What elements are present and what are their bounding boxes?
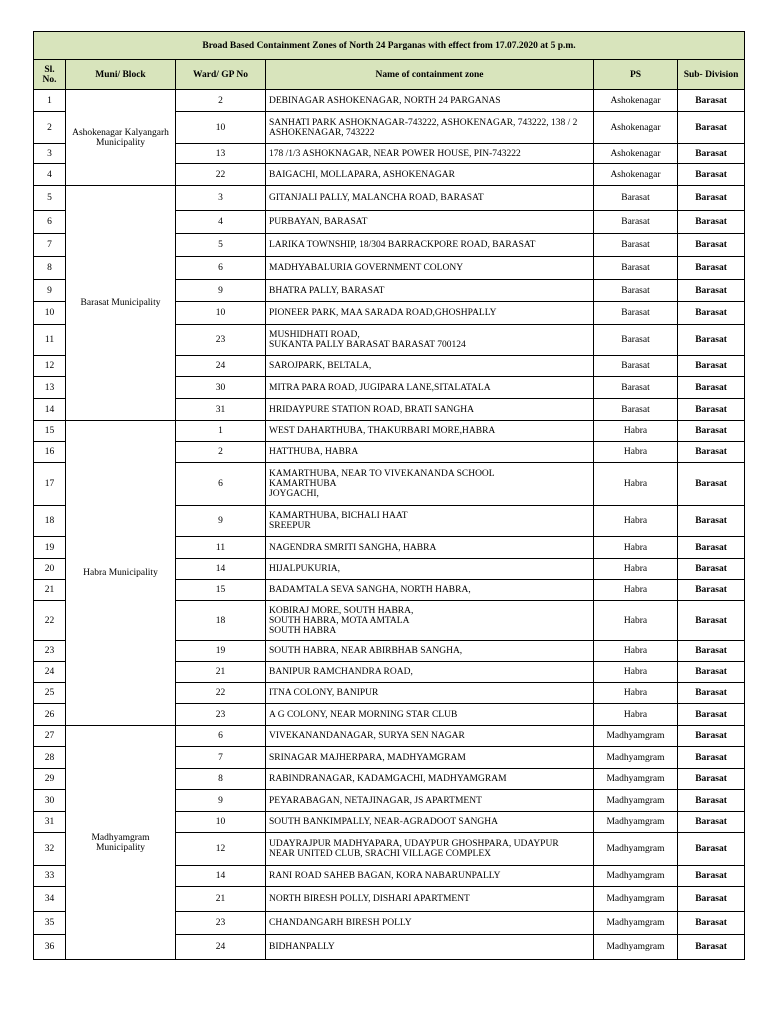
cell-ps: Barasat (594, 234, 678, 257)
cell-ward-gp-no: 22 (176, 164, 266, 186)
cell-ward-gp-no: 1 (176, 421, 266, 442)
cell-ward-gp-no: 10 (176, 112, 266, 144)
cell-ps: Ashokenagar (594, 164, 678, 186)
cell-sub-division: Barasat (678, 186, 745, 211)
cell-ward-gp-no: 2 (176, 90, 266, 112)
cell-ps: Madhyamgram (594, 866, 678, 887)
cell-sub-division: Barasat (678, 769, 745, 790)
cell-ward-gp-no: 3 (176, 186, 266, 211)
cell-sl-no: 14 (34, 399, 66, 421)
cell-ward-gp-no: 6 (176, 257, 266, 280)
cell-containment-zone: BANIPUR RAMCHANDRA ROAD, (266, 662, 594, 683)
table-body (34, 90, 745, 960)
cell-containment-zone: NAGENDRA SMRITI SANGHA, HABRA (266, 537, 594, 559)
cell-ps: Habra (594, 442, 678, 463)
cell-sl-no: 12 (34, 356, 66, 377)
cell-containment-zone: HATTHUBA, HABRA (266, 442, 594, 463)
cell-containment-zone: MITRA PARA ROAD, JUGIPARA LANE,SITALATALA (266, 377, 594, 399)
cell-containment-zone: SAROJPARK, BELTALA, (266, 356, 594, 377)
cell-ward-gp-no: 23 (176, 325, 266, 356)
cell-sl-no: 21 (34, 580, 66, 601)
cell-muni-block: Barasat Municipality (66, 186, 176, 421)
cell-ps: Ashokenagar (594, 112, 678, 144)
cell-sl-no: 7 (34, 234, 66, 257)
cell-containment-zone: WEST DAHARTHUBA, THAKURBARI MORE,HABRA (266, 421, 594, 442)
cell-sub-division: Barasat (678, 704, 745, 726)
cell-containment-zone: SRINAGAR MAJHERPARA, MADHYAMGRAM (266, 747, 594, 769)
cell-ward-gp-no: 23 (176, 912, 266, 935)
cell-sl-no: 19 (34, 537, 66, 559)
cell-sub-division: Barasat (678, 812, 745, 833)
cell-sl-no: 9 (34, 280, 66, 302)
cell-containment-zone: DEBINAGAR ASHOKENAGAR, NORTH 24 PARGANAS (266, 90, 594, 112)
cell-containment-zone: GITANJALI PALLY, MALANCHA ROAD, BARASAT (266, 186, 594, 211)
cell-ward-gp-no: 13 (176, 144, 266, 164)
cell-ps: Barasat (594, 377, 678, 399)
cell-ps: Habra (594, 662, 678, 683)
cell-ward-gp-no: 11 (176, 537, 266, 559)
table-header-row (34, 60, 745, 90)
cell-sl-no: 26 (34, 704, 66, 726)
cell-ward-gp-no: 12 (176, 833, 266, 866)
cell-containment-zone: KOBIRAJ MORE, SOUTH HABRA, SOUTH HABRA, MOTA AMTALA SOUTH HABRA (266, 601, 594, 641)
cell-ps: Madhyamgram (594, 769, 678, 790)
cell-sl-no: 15 (34, 421, 66, 442)
cell-containment-zone: KAMARTHUBA, NEAR TO VIVEKANANDA SCHOOL KAMARTHUBA JOYGACHI, (266, 463, 594, 506)
cell-sub-division: Barasat (678, 580, 745, 601)
cell-ps: Habra (594, 506, 678, 537)
cell-sl-no: 8 (34, 257, 66, 280)
cell-containment-zone: PURBAYAN, BARASAT (266, 211, 594, 234)
cell-ward-gp-no: 14 (176, 559, 266, 580)
cell-sub-division: Barasat (678, 234, 745, 257)
cell-containment-zone: BHATRA PALLY, BARASAT (266, 280, 594, 302)
cell-sl-no: 25 (34, 683, 66, 704)
cell-ward-gp-no: 24 (176, 356, 266, 377)
cell-ward-gp-no: 23 (176, 704, 266, 726)
cell-sub-division: Barasat (678, 399, 745, 421)
cell-containment-zone: RANI ROAD SAHEB BAGAN, KORA NABARUNPALLY (266, 866, 594, 887)
cell-containment-zone: 178 /1/3 ASHOKNAGAR, NEAR POWER HOUSE, PIN-743222 (266, 144, 594, 164)
cell-sub-division: Barasat (678, 302, 745, 325)
cell-sub-division: Barasat (678, 683, 745, 704)
cell-sub-division: Barasat (678, 112, 745, 144)
header-ps: PS (594, 60, 678, 90)
cell-containment-zone: NORTH BIRESH POLLY, DISHARI APARTMENT (266, 887, 594, 912)
cell-containment-zone: PEYARABAGAN, NETAJINAGAR, JS APARTMENT (266, 790, 594, 812)
cell-sl-no: 24 (34, 662, 66, 683)
cell-containment-zone: BAIGACHI, MOLLAPARA, ASHOKENAGAR (266, 164, 594, 186)
cell-ps: Ashokenagar (594, 90, 678, 112)
cell-ward-gp-no: 21 (176, 887, 266, 912)
table-row (34, 421, 745, 442)
header-muni-block: Muni/ Block (66, 60, 176, 90)
cell-ps: Madhyamgram (594, 912, 678, 935)
cell-sub-division: Barasat (678, 280, 745, 302)
cell-sl-no: 1 (34, 90, 66, 112)
cell-containment-zone: CHANDANGARH BIRESH POLLY (266, 912, 594, 935)
cell-ward-gp-no: 19 (176, 641, 266, 662)
cell-sl-no: 11 (34, 325, 66, 356)
cell-ward-gp-no: 4 (176, 211, 266, 234)
cell-sub-division: Barasat (678, 641, 745, 662)
cell-ps: Habra (594, 601, 678, 641)
cell-sub-division: Barasat (678, 935, 745, 960)
cell-ps: Habra (594, 537, 678, 559)
cell-sl-no: 17 (34, 463, 66, 506)
cell-ward-gp-no: 10 (176, 302, 266, 325)
cell-muni-block: Madhyamgram Municipality (66, 726, 176, 960)
cell-sl-no: 31 (34, 812, 66, 833)
cell-ps: Habra (594, 683, 678, 704)
cell-sl-no: 6 (34, 211, 66, 234)
cell-ps: Barasat (594, 356, 678, 377)
cell-ps: Habra (594, 704, 678, 726)
cell-ps: Habra (594, 580, 678, 601)
cell-sl-no: 22 (34, 601, 66, 641)
cell-containment-zone: HRIDAYPURE STATION ROAD, BRATI SANGHA (266, 399, 594, 421)
cell-sl-no: 30 (34, 790, 66, 812)
cell-sub-division: Barasat (678, 726, 745, 747)
cell-containment-zone: UDAYRAJPUR MADHYAPARA, UDAYPUR GHOSHPARA, UDAYPUR NEAR UNITED CLUB, SRACHI VILLAGE COMPLEX (266, 833, 594, 866)
cell-containment-zone: SOUTH BANKIMPALLY, NEAR-AGRADOOT SANGHA (266, 812, 594, 833)
cell-muni-block: Ashokenagar Kalyangarh Municipality (66, 90, 176, 186)
cell-ps: Barasat (594, 257, 678, 280)
cell-sl-no: 16 (34, 442, 66, 463)
cell-sub-division: Barasat (678, 257, 745, 280)
cell-sub-division: Barasat (678, 912, 745, 935)
cell-sub-division: Barasat (678, 833, 745, 866)
cell-ps: Barasat (594, 280, 678, 302)
cell-sub-division: Barasat (678, 662, 745, 683)
cell-sl-no: 13 (34, 377, 66, 399)
cell-containment-zone: BIDHANPALLY (266, 935, 594, 960)
cell-ps: Habra (594, 641, 678, 662)
header-containment-zone: Name of containment zone (266, 60, 594, 90)
cell-sub-division: Barasat (678, 144, 745, 164)
cell-ward-gp-no: 9 (176, 280, 266, 302)
table-row (34, 90, 745, 112)
cell-containment-zone: RABINDRANAGAR, KADAMGACHI, MADHYAMGRAM (266, 769, 594, 790)
cell-ward-gp-no: 31 (176, 399, 266, 421)
cell-ps: Ashokenagar (594, 144, 678, 164)
cell-containment-zone: A G COLONY, NEAR MORNING STAR CLUB (266, 704, 594, 726)
cell-ward-gp-no: 9 (176, 790, 266, 812)
cell-sl-no: 32 (34, 833, 66, 866)
cell-sl-no: 35 (34, 912, 66, 935)
cell-ward-gp-no: 6 (176, 463, 266, 506)
cell-ward-gp-no: 9 (176, 506, 266, 537)
cell-containment-zone: SOUTH HABRA, NEAR ABIRBHAB SANGHA, (266, 641, 594, 662)
cell-sl-no: 27 (34, 726, 66, 747)
header-sub-division: Sub- Division (678, 60, 745, 90)
cell-ward-gp-no: 8 (176, 769, 266, 790)
cell-sl-no: 34 (34, 887, 66, 912)
cell-ward-gp-no: 22 (176, 683, 266, 704)
cell-sl-no: 36 (34, 935, 66, 960)
cell-ward-gp-no: 18 (176, 601, 266, 641)
cell-containment-zone: PIONEER PARK, MAA SARADA ROAD,GHOSHPALLY (266, 302, 594, 325)
cell-muni-block: Habra Municipality (66, 421, 176, 726)
cell-ps: Madhyamgram (594, 790, 678, 812)
table-row (34, 726, 745, 747)
table-title: Broad Based Containment Zones of North 24 Parganas with effect from 17.07.2020 at 5 p.m. (34, 32, 745, 60)
cell-sub-division: Barasat (678, 442, 745, 463)
cell-ps: Madhyamgram (594, 887, 678, 912)
cell-sub-division: Barasat (678, 790, 745, 812)
containment-zones-table (33, 31, 745, 960)
cell-sl-no: 29 (34, 769, 66, 790)
cell-sl-no: 4 (34, 164, 66, 186)
cell-containment-zone: BADAMTALA SEVA SANGHA, NORTH HABRA, (266, 580, 594, 601)
cell-sub-division: Barasat (678, 601, 745, 641)
table-row (34, 186, 745, 211)
cell-sub-division: Barasat (678, 747, 745, 769)
cell-containment-zone: ITNA COLONY, BANIPUR (266, 683, 594, 704)
cell-ps: Madhyamgram (594, 935, 678, 960)
cell-ps: Habra (594, 559, 678, 580)
cell-ward-gp-no: 14 (176, 866, 266, 887)
cell-ps: Barasat (594, 186, 678, 211)
table-title-row (34, 32, 745, 60)
cell-sub-division: Barasat (678, 506, 745, 537)
cell-containment-zone: LARIKA TOWNSHIP, 18/304 BARRACKPORE ROAD, BARASAT (266, 234, 594, 257)
cell-sl-no: 10 (34, 302, 66, 325)
cell-sl-no: 18 (34, 506, 66, 537)
cell-ward-gp-no: 24 (176, 935, 266, 960)
cell-ps: Madhyamgram (594, 726, 678, 747)
cell-ps: Madhyamgram (594, 833, 678, 866)
cell-sl-no: 28 (34, 747, 66, 769)
cell-sub-division: Barasat (678, 866, 745, 887)
cell-sl-no: 20 (34, 559, 66, 580)
cell-ward-gp-no: 15 (176, 580, 266, 601)
cell-ps: Madhyamgram (594, 747, 678, 769)
cell-ps: Madhyamgram (594, 812, 678, 833)
cell-ward-gp-no: 5 (176, 234, 266, 257)
cell-ward-gp-no: 6 (176, 726, 266, 747)
cell-ps: Barasat (594, 399, 678, 421)
cell-containment-zone: MUSHIDHATI ROAD, SUKANTA PALLY BARASAT BARASAT 700124 (266, 325, 594, 356)
cell-sub-division: Barasat (678, 356, 745, 377)
cell-sub-division: Barasat (678, 421, 745, 442)
cell-sub-division: Barasat (678, 559, 745, 580)
cell-ward-gp-no: 30 (176, 377, 266, 399)
cell-sub-division: Barasat (678, 537, 745, 559)
cell-ward-gp-no: 21 (176, 662, 266, 683)
cell-sub-division: Barasat (678, 164, 745, 186)
cell-sub-division: Barasat (678, 887, 745, 912)
cell-sub-division: Barasat (678, 211, 745, 234)
cell-containment-zone: MADHYABALURIA GOVERNMENT COLONY (266, 257, 594, 280)
cell-containment-zone: KAMARTHUBA, BICHALI HAAT SREEPUR (266, 506, 594, 537)
cell-containment-zone: VIVEKANANDANAGAR, SURYA SEN NAGAR (266, 726, 594, 747)
cell-sub-division: Barasat (678, 377, 745, 399)
cell-sub-division: Barasat (678, 90, 745, 112)
cell-sl-no: 33 (34, 866, 66, 887)
cell-ward-gp-no: 10 (176, 812, 266, 833)
cell-ps: Barasat (594, 302, 678, 325)
cell-containment-zone: SANHATI PARK ASHOKNAGAR-743222, ASHOKENAGAR, 743222, 138 / 2 ASHOKENAGAR, 743222 (266, 112, 594, 144)
cell-ps: Habra (594, 421, 678, 442)
cell-ps: Barasat (594, 211, 678, 234)
cell-ward-gp-no: 7 (176, 747, 266, 769)
cell-sl-no: 5 (34, 186, 66, 211)
cell-ps: Habra (594, 463, 678, 506)
header-sl-no: Sl. No. (34, 60, 66, 90)
cell-sl-no: 2 (34, 112, 66, 144)
cell-ward-gp-no: 2 (176, 442, 266, 463)
cell-sl-no: 23 (34, 641, 66, 662)
header-ward-gp-no: Ward/ GP No (176, 60, 266, 90)
cell-sub-division: Barasat (678, 463, 745, 506)
cell-sl-no: 3 (34, 144, 66, 164)
cell-sub-division: Barasat (678, 325, 745, 356)
cell-containment-zone: HIJALPUKURIA, (266, 559, 594, 580)
cell-ps: Barasat (594, 325, 678, 356)
